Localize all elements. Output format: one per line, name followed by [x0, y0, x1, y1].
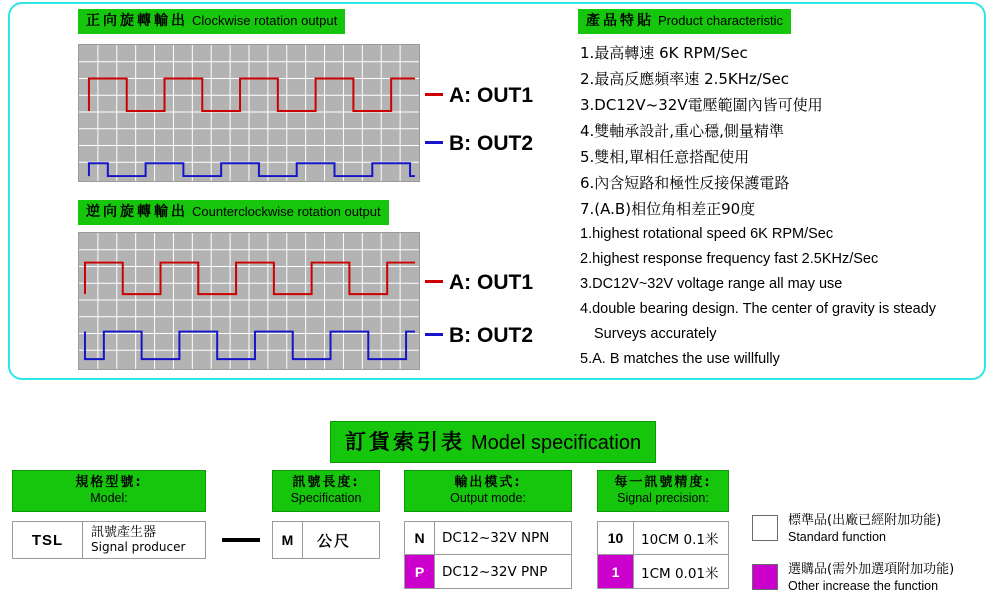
model-description-en: Signal producer [91, 540, 186, 554]
dash-separator [222, 538, 260, 542]
legend-label-a: A: OUT1 [449, 271, 533, 294]
model-header-en: Model: [90, 491, 128, 505]
signal-precision-row-1cm[interactable] [597, 555, 729, 589]
legend-label-a: A: OUT1 [449, 84, 533, 107]
magenta-swatch-icon [752, 564, 778, 590]
red-line-swatch-icon [425, 93, 443, 96]
list-item: 2.highest response frequency fast 2.5KHz/Sec [580, 251, 879, 267]
model-header-cn: 規格型號: [75, 475, 143, 490]
signal-precision-row-10cm[interactable] [597, 521, 729, 555]
legend-optional-en: Other increase the function [788, 579, 939, 593]
clockwise-legend-out2 [425, 132, 533, 156]
specification-group-header [272, 470, 380, 512]
list-item [580, 297, 990, 347]
list-item: 5.雙相,單相任意搭配使用 [580, 148, 750, 166]
output-mode-row-pnp[interactable] [404, 555, 572, 589]
output-mode-code: P [405, 555, 435, 588]
characteristic-list-en [580, 222, 990, 372]
model-specification-title [330, 421, 656, 463]
list-item: 3.DC12V~32V voltage range all may use [580, 276, 843, 292]
list-item: 2.最高反應頻率速 2.5KHz/Sec [580, 70, 789, 88]
signal-precision-group-header [597, 470, 729, 512]
specification-description: 公尺 [317, 531, 352, 550]
list-item: 5.A. B matches the use willfully [580, 351, 780, 367]
output-mode-header-cn: 輸出模式: [454, 475, 522, 490]
list-item: 6.內含短路和極性反接保護電路 [580, 174, 790, 192]
clockwise-waveform-chart [78, 44, 420, 182]
counterclockwise-waveform-chart [78, 232, 420, 370]
characteristic-title-cn: 產品特貼 [586, 13, 654, 29]
list-item-subtext: Surveys accurately [594, 326, 717, 342]
signal-precision-code: 1 [598, 555, 634, 588]
model-title-en: Model specification [471, 432, 642, 454]
specification-header-cn: 訊號長度: [292, 475, 360, 490]
list-item-text: 4.double bearing design. The center of gravity is steady [580, 301, 937, 317]
counterclockwise-title-en: Counterclockwise rotation output [192, 204, 381, 219]
blue-line-swatch-icon [425, 141, 443, 144]
model-description [83, 525, 205, 555]
legend-standard-text [788, 513, 941, 545]
signal-precision-code: 10 [598, 522, 634, 554]
signal-precision-description: 10CM 0.1米 [641, 532, 719, 548]
signal-precision-description: 1CM 0.01米 [641, 565, 719, 582]
product-characteristic-title [578, 9, 791, 34]
signal-output-panel [8, 2, 986, 380]
legend-label-b: B: OUT2 [449, 324, 533, 347]
specification-code-row[interactable] [272, 521, 380, 559]
specification-header-en: Specification [290, 491, 362, 505]
output-mode-group-header [404, 470, 572, 512]
output-mode-description: DC12~32V PNP [442, 563, 548, 580]
legend-optional-text [788, 562, 954, 594]
legend-label-b: B: OUT2 [449, 132, 533, 155]
legend-standard-cn: 標準品(出廠已經附加功能) [788, 513, 942, 528]
output-mode-header-en: Output mode: [450, 491, 526, 505]
counterclockwise-legend-out1 [425, 271, 533, 295]
output-mode-row-npn[interactable] [404, 521, 572, 555]
list-item: 7.(A.B)相位角相差正90度 [580, 200, 756, 218]
clockwise-rotation-title [78, 9, 345, 34]
clockwise-title-en: Clockwise rotation output [192, 13, 338, 28]
specification-code: M [273, 522, 303, 558]
legend-optional-function [752, 562, 954, 594]
characteristic-list-cn [580, 40, 980, 222]
output-mode-description: DC12~32V NPN [442, 530, 550, 546]
signal-precision-header-en: Signal precision: [617, 491, 709, 505]
red-line-swatch-icon [425, 280, 443, 283]
white-swatch-icon [752, 515, 778, 541]
list-item: 1.highest rotational speed 6K RPM/Sec [580, 226, 834, 242]
counterclockwise-rotation-title [78, 200, 389, 225]
model-group-header [12, 470, 206, 512]
model-description-cn: 訊號產生器 [91, 525, 157, 540]
clockwise-legend-out1 [425, 84, 533, 108]
list-item: 3.DC12V~32V電壓範圍內皆可使用 [580, 96, 823, 114]
counterclockwise-title-cn: 逆向旋轉輸出 [86, 204, 188, 220]
model-title-cn: 訂貨索引表 [345, 430, 465, 454]
list-item: 1.最高轉速 6K RPM/Sec [580, 44, 748, 62]
model-code: TSL [13, 522, 83, 558]
legend-optional-cn: 選購品(需外加選項附加功能) [788, 562, 955, 577]
signal-precision-header-cn: 每一訊號精度: [614, 475, 712, 490]
characteristic-title-en: Product characteristic [658, 13, 783, 28]
counterclockwise-legend-out2 [425, 324, 533, 348]
model-code-row[interactable] [12, 521, 206, 559]
output-mode-code: N [405, 522, 435, 554]
legend-standard-function [752, 513, 941, 545]
list-item: 4.雙軸承設計,重心穩,側量精準 [580, 122, 784, 140]
clockwise-title-cn: 正向旋轉輸出 [86, 13, 188, 29]
blue-line-swatch-icon [425, 333, 443, 336]
legend-standard-en: Standard function [788, 530, 886, 544]
